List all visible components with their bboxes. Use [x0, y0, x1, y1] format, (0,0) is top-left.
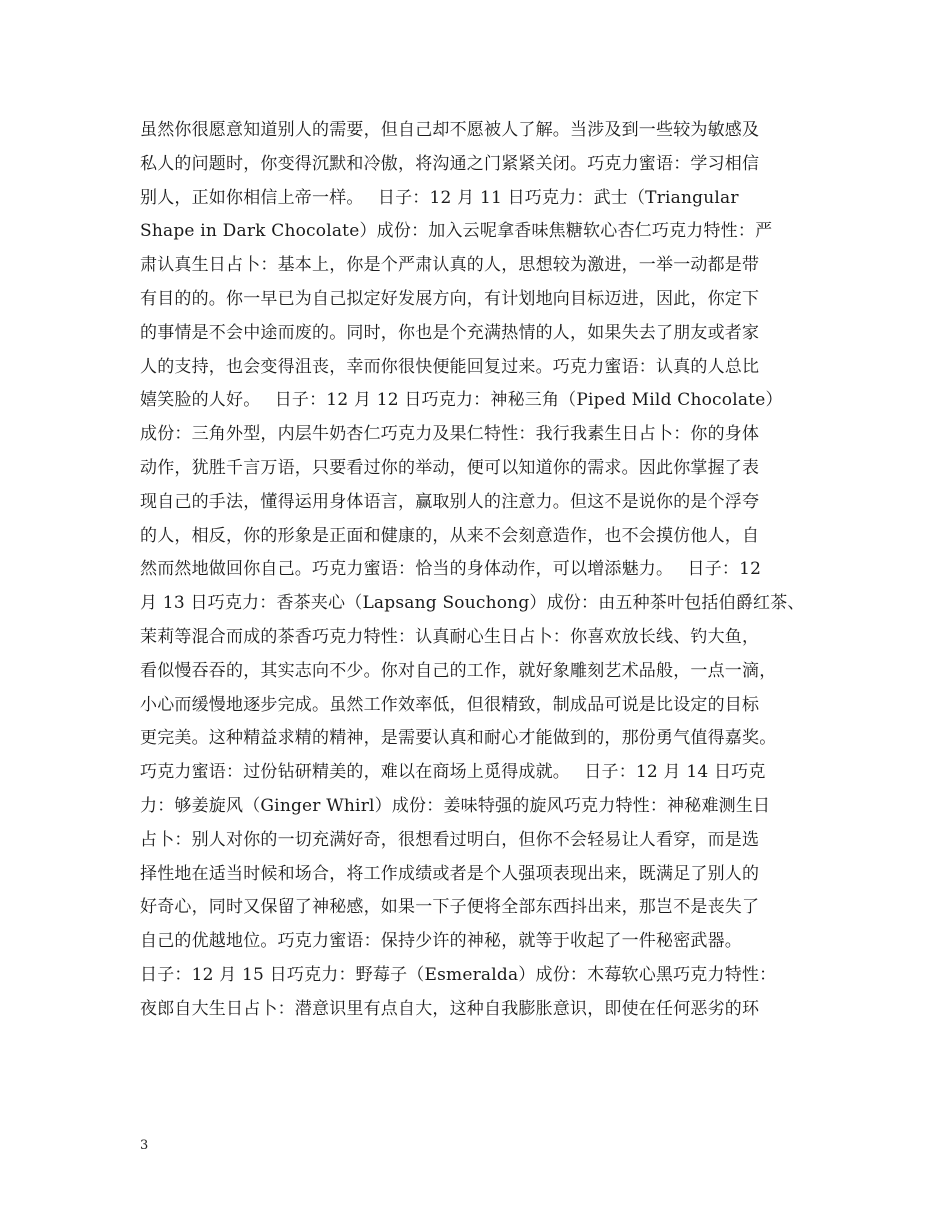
text-line: 自己的优越地位。巧克力蜜语：保持少许的神秘，就等于收起了一件秘密武器。	[140, 931, 742, 952]
text-line: 成份：三角外型，内层牛奶杏仁巧克力及果仁特性：我行我素生日占卜：你的身体	[140, 424, 760, 445]
text-line: 的事情是不会中途而废的。同时，你也是个充满热情的人，如果失去了朋友或者家	[140, 322, 760, 343]
text-line: 动作，犹胜千言万语，只要看过你的举动，便可以知道你的需求。因此你掌握了表	[140, 457, 760, 478]
text-line: 更完美。这种精益求精的精神，是需要认真和耐心才能做到的，那份勇气值得嘉奖。	[140, 728, 777, 749]
text-line: 小心而缓慢地逐步完成。虽然工作效率低，但很精致，制成品可说是比设定的目标	[140, 694, 760, 715]
text-line: 力：够姜旋风（Ginger Whirl）成份：姜味特强的旋风巧克力特性：神秘难测生日	[140, 795, 771, 816]
text-line: 然而然地做回你自己。巧克力蜜语：恰当的身体动作，可以增添魅力。 日子：12	[140, 559, 762, 580]
text-line: 虽然你很愿意知道别人的需要，但自己却不愿被人了解。当涉及到一些较为敏感及	[140, 120, 760, 140]
text-line: 有目的的。你一早已为自己拟定好发展方向，有计划地向目标迈进，因此，你定下	[140, 288, 760, 309]
text-line: 别人，正如你相信上帝一样。 日子：12 月 11 日巧克力：武士（Triangular	[140, 187, 739, 208]
text-line: 占卜：别人对你的一切充满好奇，很想看过明白，但你不会轻易让人看穿，而是选	[140, 829, 760, 850]
page-number: 3	[140, 1138, 149, 1153]
text-line: 嬉笑脸的人好。 日子：12 月 12 日巧克力：神秘三角（Piped Mild Chocolate）	[140, 390, 783, 411]
body-text	[140, 114, 820, 1027]
text-line: 巧克力蜜语：过份钻研精美的，难以在商场上觅得成就。 日子：12 月 14 日巧克	[140, 762, 766, 783]
text-line: 私人的问题时，你变得沉默和冷傲，将沟通之门紧紧关闭。巧克力蜜语：学习相信	[140, 153, 760, 174]
text-line: 肃认真生日占卜：基本上，你是个严肃认真的人，思想较为激进，一举一动都是带	[140, 255, 760, 276]
text-line: 茉莉等混合而成的茶香巧克力特性：认真耐心生日占卜：你喜欢放长线、钓大鱼，	[140, 626, 760, 647]
text-line: 的人，相反，你的形象是正面和健康的，从来不会刻意造作，也不会摸仿他人，自	[140, 525, 760, 546]
text-line: 日子：12 月 15 日巧克力：野莓子（Esmeralda）成份：木莓软心黑巧克力特性：	[140, 964, 777, 985]
text-line: Shape in Dark Chocolate）成份：加入云呢拿香味焦糖软心杏仁巧克力特性：严	[140, 221, 773, 242]
text-line: 人的支持，也会变得沮丧，幸而你很快便能回复过来。巧克力蜜语：认真的人总比	[140, 356, 760, 377]
text-line: 夜郎自大生日占卜：潜意识里有点自大，这种自我膨胀意识，即使在任何恶劣的环	[140, 998, 760, 1019]
text-line: 现自己的手法，懂得运用身体语言，赢取别人的注意力。但这不是说你的是个浮夸	[140, 491, 760, 512]
text-line: 看似慢吞吞的，其实志向不少。你对自己的工作，就好象雕刻艺术品般，一点一滴，	[140, 660, 777, 681]
text-line: 月 13 日巧克力：香茶夹心（Lapsang Souchong）成份：由五种茶叶包括伯爵红茶、	[140, 593, 805, 614]
text-line: 择性地在适当时候和场合，将工作成绩或者是个人强项表现出来，既满足了别人的	[140, 863, 760, 884]
text-line: 好奇心，同时又保留了神秘感，如果一下子便将全部东西抖出来，那岂不是丧失了	[140, 897, 760, 918]
